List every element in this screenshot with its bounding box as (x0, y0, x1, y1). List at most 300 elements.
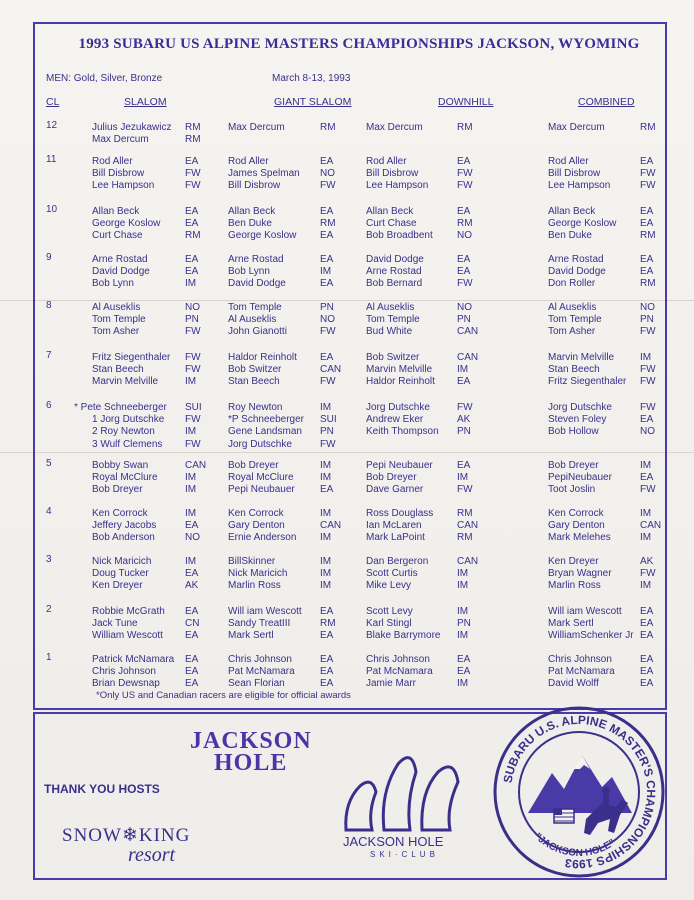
team-code: EA (320, 666, 334, 678)
racer-name: WilliamSchenker Jr (548, 630, 634, 642)
team-code: EA (185, 206, 199, 217)
racer-name: Nick Maricich (228, 568, 288, 580)
result-row (0, 218, 694, 230)
racer-name: George Koslow (228, 230, 297, 242)
team-code: FW (640, 364, 656, 376)
team-code: CAN (457, 556, 479, 567)
racer-name: Chris Johnson (548, 654, 612, 665)
team-code: NO (640, 302, 655, 313)
team-code: SUI (320, 414, 337, 426)
team-code: EA (185, 654, 199, 665)
team-code: EA (185, 630, 199, 642)
racer-name: Pat McNamara (228, 666, 295, 678)
racer-name: Rod Aller (548, 156, 589, 167)
team-code: NO (640, 426, 655, 438)
racer-name: Dave Garner (366, 484, 424, 496)
racer-name: Bob Bernard (366, 278, 423, 290)
racer-name: Allan Beck (92, 206, 140, 217)
seal-bottom-text: "JACKSON HOLE" (532, 831, 618, 859)
team-code: PN (185, 314, 199, 326)
racer-name: David Dodge (228, 278, 286, 290)
result-row (0, 180, 694, 192)
racer-name: George Koslow (548, 218, 617, 230)
racer-name: Bob Broadbent (366, 230, 433, 242)
racer-name: Pat McNamara (548, 666, 615, 678)
team-code: IM (640, 532, 652, 544)
team-code: IM (185, 508, 197, 519)
team-code: EA (640, 654, 654, 665)
result-row (0, 168, 694, 180)
team-code: RM (640, 278, 656, 290)
ski-club-name: JACKSON HOLE (343, 834, 444, 849)
racer-name: Bill Disbrow (228, 180, 281, 192)
racer-name: Chris Johnson (366, 654, 430, 665)
team-code: EA (185, 606, 199, 617)
result-row (0, 654, 694, 666)
racer-name: Lee Hampson (92, 180, 155, 192)
team-code: RM (457, 532, 473, 544)
men-medals-label: MEN: Gold, Silver, Bronze (46, 73, 163, 84)
header-cl: CL (46, 96, 60, 108)
team-code: NO (320, 168, 335, 180)
racer-name: Robbie McGrath (92, 606, 165, 617)
team-code: RM (640, 122, 656, 133)
team-code: IM (457, 472, 469, 484)
racer-name: Ken Corrock (548, 508, 604, 519)
racer-name: Pepi Neubauer (366, 460, 433, 471)
racer-name: Max Dercum (548, 122, 605, 133)
team-code: FW (320, 326, 336, 338)
racer-name: Mark Sertl (548, 618, 594, 630)
team-code: CAN (640, 520, 662, 532)
result-row (0, 326, 694, 338)
racer-name: Jorg Dutschke (228, 438, 292, 450)
result-row (0, 568, 694, 580)
result-row (0, 678, 694, 690)
class-number: 6 (46, 400, 52, 411)
racer-name: Tom Asher (92, 326, 140, 338)
racer-name: Bob Lynn (92, 278, 134, 290)
team-code: EA (185, 218, 199, 230)
team-code: CAN (320, 364, 342, 376)
team-code: RM (457, 508, 473, 519)
team-code: FW (640, 376, 656, 388)
team-code: EA (457, 266, 471, 278)
team-code: EA (185, 678, 199, 690)
team-code: NO (185, 302, 200, 313)
racer-name: Al Auseklis (366, 302, 415, 313)
racer-name: Pepi Neubauer (228, 484, 295, 496)
racer-name: Lee Hampson (366, 180, 429, 192)
team-code: FW (185, 180, 201, 192)
racer-name: Stan Beech (228, 376, 280, 388)
team-code: FW (185, 414, 201, 426)
racer-name: David Wolff (548, 678, 599, 690)
racer-name: Ken Dreyer (92, 580, 143, 592)
team-code: IM (320, 266, 332, 278)
racer-name: Bobby Swan (92, 460, 149, 471)
racer-name: David Dodge (92, 266, 150, 278)
team-code: IM (457, 580, 469, 592)
racer-name: Ernie Anderson (228, 532, 297, 544)
team-code: FW (457, 402, 473, 413)
team-code: IM (457, 364, 469, 376)
team-code: PN (640, 314, 654, 326)
team-code: EA (185, 568, 199, 580)
team-code: EA (640, 678, 654, 690)
class-number: 11 (46, 154, 57, 165)
team-code: RM (185, 134, 201, 146)
team-code: IM (320, 472, 332, 484)
racer-name: Andrew Eker (366, 414, 424, 426)
team-code: EA (640, 618, 654, 630)
team-code: EA (457, 206, 471, 217)
team-code: FW (320, 180, 336, 192)
racer-name: Ken Corrock (228, 508, 284, 519)
team-code: FW (457, 484, 473, 496)
result-row (0, 376, 694, 388)
result-row (0, 414, 694, 426)
team-code: IM (320, 460, 332, 471)
team-code: EA (320, 484, 334, 496)
header-giant-slalom: GIANT SLALOM (274, 96, 352, 108)
team-code: RM (457, 218, 473, 230)
team-code: IM (185, 472, 197, 484)
racer-name: Julius Jezukawicz (92, 122, 172, 133)
header-combined: COMBINED (578, 96, 635, 108)
racer-name: Keith Thompson (366, 426, 439, 438)
result-row (0, 532, 694, 544)
result-row (0, 278, 694, 290)
team-code: EA (185, 666, 199, 678)
racer-name: Jamie Marr (366, 678, 417, 690)
team-code: AK (185, 580, 199, 592)
team-code: FW (457, 180, 473, 192)
team-code: CAN (457, 520, 479, 532)
racer-name: Blake Barrymore (366, 630, 441, 642)
team-code: FW (320, 376, 336, 388)
racer-name: Bill Disbrow (92, 168, 145, 180)
class-number: 4 (46, 506, 52, 517)
team-code: CAN (320, 520, 342, 532)
racer-name: Bill Disbrow (548, 168, 601, 180)
racer-name: Arne Rostad (548, 254, 604, 265)
championship-seal-icon (490, 703, 668, 881)
snow-king-resort-text: resort (128, 844, 176, 866)
class-number: 9 (46, 252, 52, 263)
team-code: EA (457, 254, 471, 265)
team-code: RM (320, 618, 336, 630)
racer-name: David Dodge (548, 266, 606, 278)
class-number: 10 (46, 204, 58, 215)
racer-name: Pat McNamara (366, 666, 433, 678)
racer-name: Patrick McNamara (92, 654, 175, 665)
mountain-icon (528, 755, 632, 813)
ski-club-logo-icon (338, 742, 468, 834)
team-code: RM (320, 122, 336, 133)
racer-name: Bob Hollow (548, 426, 599, 438)
racer-name: Bob Lynn (228, 266, 270, 278)
team-code: EA (457, 666, 471, 678)
racer-name: Dan Bergeron (366, 556, 429, 567)
racer-name: Tom Temple (228, 302, 282, 313)
team-code: EA (320, 654, 334, 665)
team-code: IM (185, 376, 197, 388)
racer-name: Haldor Reinholt (228, 352, 297, 363)
racer-name: Don Roller (548, 278, 596, 290)
racer-name: Sandy TreatIII (228, 618, 291, 630)
class-number: 5 (46, 458, 52, 469)
team-code: EA (640, 472, 654, 484)
team-code: FW (640, 326, 656, 338)
team-code: FW (640, 168, 656, 180)
racer-name: Ken Dreyer (548, 556, 599, 567)
racer-name: Tom Temple (92, 314, 146, 326)
team-code: IM (320, 556, 332, 567)
team-code: EA (185, 520, 199, 532)
racer-name: Stan Beech (92, 364, 144, 376)
racer-name: Marlin Ross (228, 580, 281, 592)
team-code: FW (185, 438, 201, 450)
jackson-hole-logo-line2: HOLE (214, 750, 288, 776)
team-code: CN (185, 618, 200, 630)
team-code: EA (185, 254, 199, 265)
team-code: EA (457, 460, 471, 471)
team-code: IM (185, 278, 197, 290)
team-code: FW (185, 168, 201, 180)
team-code: EA (457, 376, 471, 388)
racer-name: George Koslow (92, 218, 161, 230)
racer-name: Ross Douglass (366, 508, 434, 519)
result-row (0, 206, 694, 218)
team-code: PN (457, 314, 471, 326)
result-row (0, 402, 694, 414)
racer-name: Nick Maricich (92, 556, 152, 567)
header-downhill: DOWNHILL (438, 96, 494, 108)
class-number: 8 (46, 300, 52, 311)
racer-name: Sean Florian (228, 678, 285, 690)
racer-name: Bob Dreyer (228, 460, 279, 471)
team-code: IM (320, 402, 332, 413)
team-code: RM (185, 230, 201, 242)
racer-name: Bob Dreyer (92, 484, 143, 496)
racer-name: Marvin Melville (92, 376, 159, 388)
racer-name: 1 Jorg Dutschke (92, 414, 165, 426)
racer-name: Scott Curtis (366, 568, 418, 580)
team-code: AK (457, 414, 471, 426)
jackson-hole-logo-line1: JACKSON (190, 728, 312, 754)
result-row (0, 606, 694, 618)
ski-club-sub: SKI·CLUB (370, 850, 439, 859)
team-code: CAN (185, 460, 207, 471)
racer-name: BillSkinner (228, 556, 276, 567)
racer-name: Arne Rostad (366, 266, 422, 278)
class-number: 3 (46, 554, 52, 565)
racer-name: Mark LaPoint (366, 532, 425, 544)
team-code: EA (457, 654, 471, 665)
racer-name: Gary Denton (228, 520, 285, 532)
team-code: PN (457, 426, 471, 438)
racer-name: David Dodge (366, 254, 424, 265)
team-code: EA (320, 230, 334, 242)
event-date: March 8-13, 1993 (272, 73, 351, 84)
team-code: FW (640, 568, 656, 580)
team-code: CAN (457, 326, 479, 338)
racer-name: Bryan Wagner (548, 568, 612, 580)
result-row (0, 520, 694, 532)
team-code: EA (640, 254, 654, 265)
racer-name: Toot Joslin (548, 484, 596, 496)
racer-name: Haldor Reinholt (366, 376, 435, 388)
team-code: NO (457, 230, 472, 242)
racer-name: Chris Johnson (228, 654, 292, 665)
result-row (0, 302, 694, 314)
racer-name: Rod Aller (366, 156, 407, 167)
team-code: IM (640, 352, 652, 363)
result-row (0, 266, 694, 278)
racer-name: Royal McClure (92, 472, 158, 484)
result-row (0, 426, 694, 438)
racer-name: Arne Rostad (228, 254, 284, 265)
racer-name: Al Auseklis (228, 314, 277, 326)
team-code: FW (185, 364, 201, 376)
racer-name: Jack Tune (92, 618, 138, 630)
team-code: IM (185, 426, 197, 438)
racer-name: Al Auseklis (548, 302, 597, 313)
racer-name: Allan Beck (228, 206, 276, 217)
team-code: EA (320, 278, 334, 290)
result-row (0, 630, 694, 642)
racer-name: Rod Aller (92, 156, 133, 167)
racer-name: John Gianotti (228, 326, 287, 338)
team-code: EA (640, 156, 654, 167)
racer-name: Jorg Dutschke (548, 402, 612, 413)
team-code: EA (320, 254, 334, 265)
team-code: FW (457, 278, 473, 290)
team-code: IM (640, 460, 652, 471)
team-code: FW (185, 326, 201, 338)
racer-name: Bob Dreyer (366, 472, 417, 484)
team-code: EA (640, 630, 654, 642)
racer-name: Bob Anderson (92, 532, 155, 544)
team-code: EA (640, 606, 654, 617)
racer-name: Royal McClure (228, 472, 294, 484)
seal-ring-text: SUBARU U.S. ALPINE MASTER'S CHAMPIONSHIPS 1993 (500, 712, 659, 872)
result-row (0, 134, 694, 146)
racer-name: Gary Denton (548, 520, 605, 532)
team-code: IM (320, 508, 332, 519)
result-row (0, 508, 694, 520)
team-code: EA (185, 156, 199, 167)
team-code: PN (320, 302, 334, 313)
racer-name: Tom Temple (366, 314, 420, 326)
result-row (0, 618, 694, 630)
team-code: FW (185, 352, 201, 363)
racer-name: Rod Aller (228, 156, 269, 167)
racer-name: Jorg Dutschke (366, 402, 430, 413)
team-code: IM (457, 606, 469, 617)
result-row (0, 352, 694, 364)
racer-name: Mark Sertl (228, 630, 274, 642)
team-code: RM (320, 218, 336, 230)
team-code: NO (457, 302, 472, 313)
team-code: IM (640, 508, 652, 519)
team-code: RM (640, 230, 656, 242)
us-flag-icon (554, 809, 574, 823)
team-code: EA (320, 206, 334, 217)
racer-name: Doug Tucker (92, 568, 149, 580)
result-row (0, 314, 694, 326)
team-code: NO (185, 532, 200, 544)
team-code: PN (320, 426, 334, 438)
header-slalom: SLALOM (124, 96, 167, 108)
racer-name: Scott Levy (366, 606, 413, 617)
class-number: 7 (46, 350, 52, 361)
team-code: IM (640, 580, 652, 592)
racer-name: Ben Duke (228, 218, 272, 230)
team-code: EA (185, 266, 199, 278)
racer-name: 2 Roy Newton (92, 426, 155, 438)
racer-name: Curt Chase (92, 230, 143, 242)
team-code: EA (320, 352, 334, 363)
result-row (0, 254, 694, 266)
team-code: SUI (185, 402, 202, 413)
result-row (0, 556, 694, 568)
racer-name: Fritz Siegenthaler (92, 352, 171, 363)
racer-name: PepiNeubauer (548, 472, 612, 484)
result-row (0, 230, 694, 242)
team-code: AK (640, 556, 654, 567)
team-code: EA (640, 414, 654, 426)
racer-name: Steven Foley (548, 414, 607, 426)
racer-name: Will iam Wescott (228, 606, 302, 617)
racer-name: Tom Asher (548, 326, 596, 338)
team-code: FW (320, 438, 336, 450)
racer-name: * Pete Schneeberger (74, 402, 167, 413)
class-number: 12 (46, 120, 58, 131)
page-title: 1993 SUBARU US ALPINE MASTERS CHAMPIONSHIPS JACKSON, WYOMING (78, 36, 640, 52)
racer-name: Bob Switzer (366, 352, 420, 363)
result-row (0, 460, 694, 472)
result-row (0, 439, 694, 451)
team-code: FW (640, 180, 656, 192)
racer-name: Brian Dewsnap (92, 678, 160, 690)
team-code: EA (457, 156, 471, 167)
team-code: IM (185, 556, 197, 567)
team-code: FW (640, 402, 656, 413)
team-code: FW (457, 168, 473, 180)
result-row (0, 156, 694, 168)
result-row (0, 364, 694, 376)
racer-name: Karl Stingl (366, 618, 412, 630)
racer-name: Mike Levy (366, 580, 412, 592)
team-code: IM (320, 568, 332, 580)
team-code: IM (457, 630, 469, 642)
result-row (0, 472, 694, 484)
racer-name: Jeffery Jacobs (92, 520, 157, 532)
racer-name: Bill Disbrow (366, 168, 419, 180)
team-code: EA (320, 678, 334, 690)
racer-name: Ken Corrock (92, 508, 148, 519)
result-row (0, 666, 694, 678)
snow-king-logo-text: SNOW❄KING (62, 825, 191, 846)
racer-name: Stan Beech (548, 364, 600, 376)
footnote: *Only US and Canadian racers are eligible for official awards (96, 690, 351, 701)
racer-name: Tom Temple (548, 314, 602, 326)
racer-name: Bob Switzer (228, 364, 282, 376)
team-code: CAN (457, 352, 479, 363)
team-code: NO (320, 314, 335, 326)
